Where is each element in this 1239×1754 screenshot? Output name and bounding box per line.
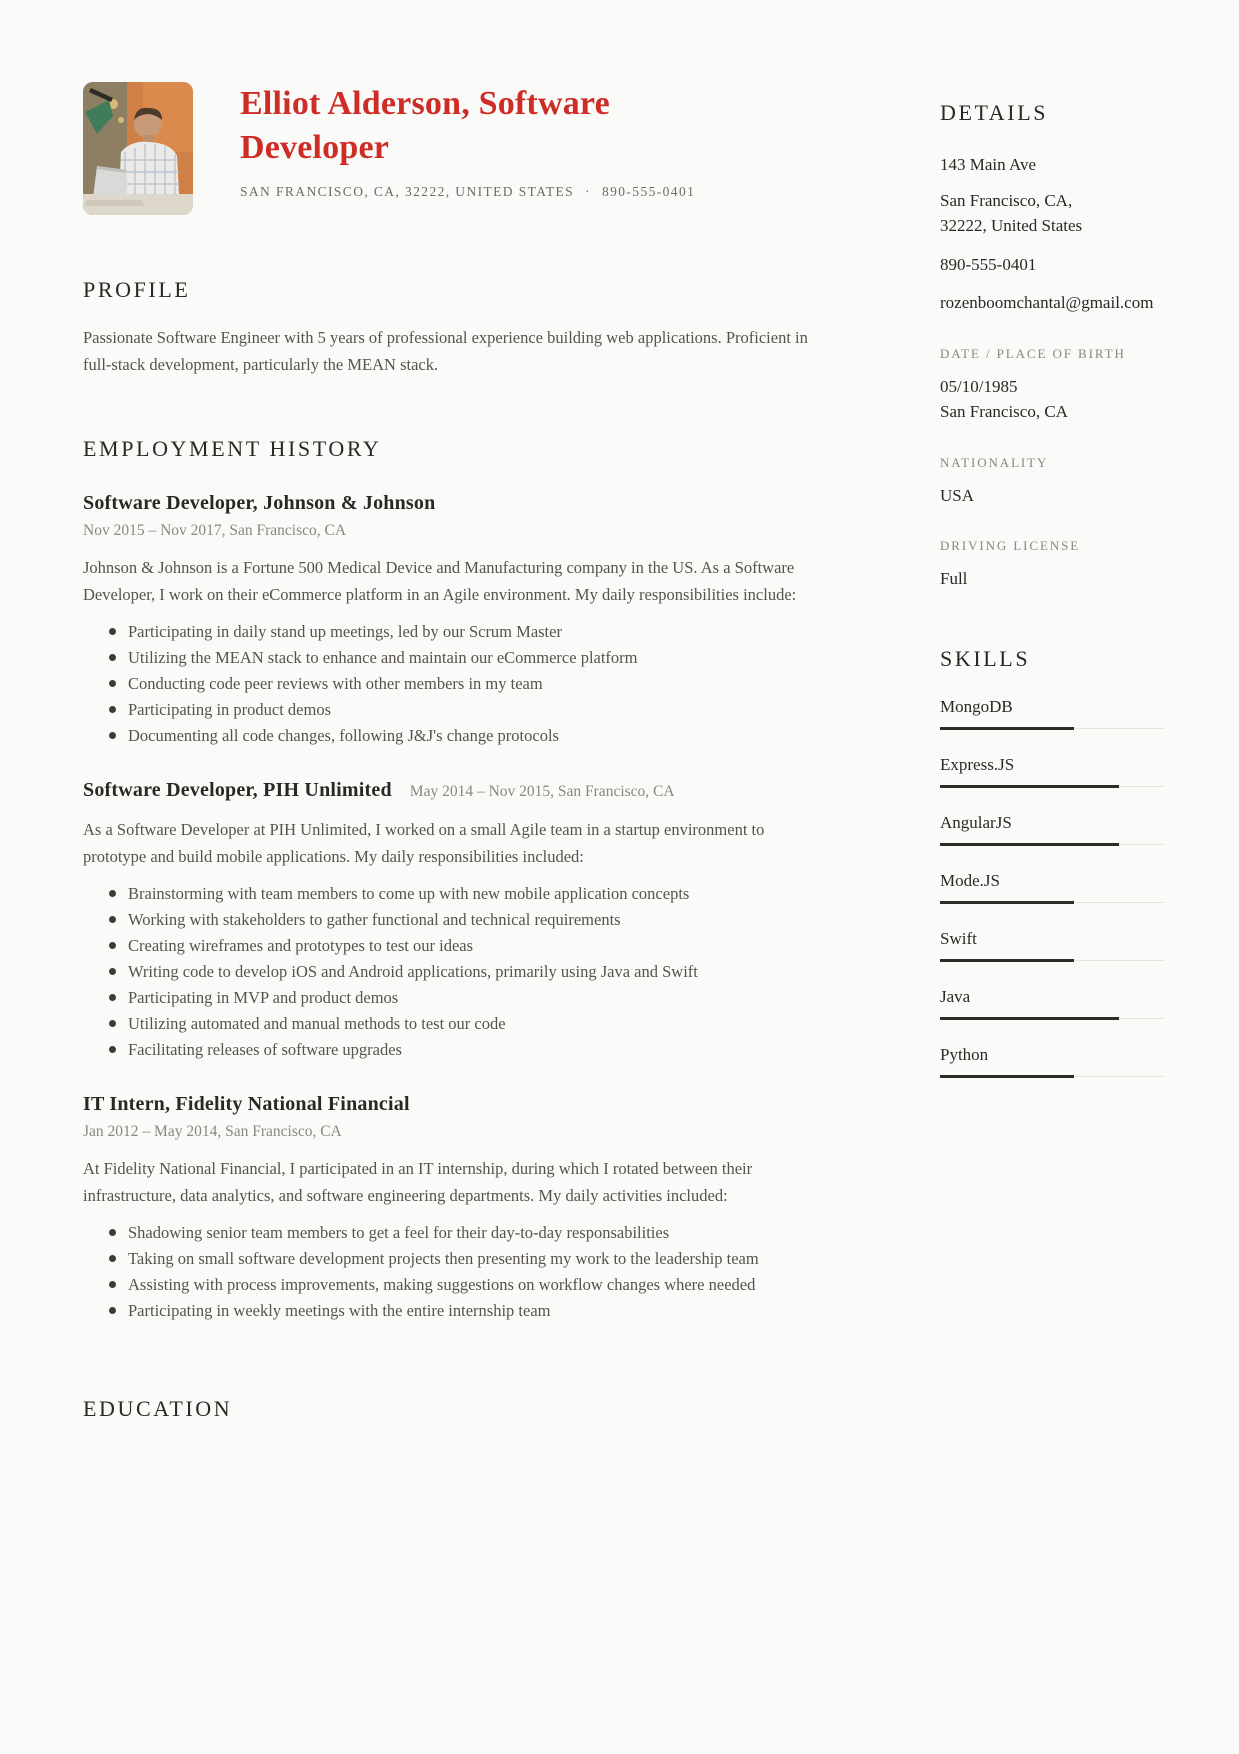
skill-item xyxy=(940,697,1164,730)
job-bullet-item xyxy=(83,671,823,697)
education-section-heading: EDUCATION xyxy=(83,1395,233,1421)
address-line-1: 143 Main Ave xyxy=(940,155,1037,174)
job-description: As a Software Developer at PIH Unlimited, I worked on a small Agile team in a startup environment to prototype and build mobile applications. My daily responsibilities included: xyxy=(83,820,765,866)
bullet-dot-icon xyxy=(109,1307,116,1314)
birth-place: San Francisco, CA xyxy=(940,402,1068,421)
driving-license-label: DRIVING LICENSE xyxy=(940,538,1081,553)
skill-name: Express.JS xyxy=(940,754,1015,774)
job-bullet-text: Participating in product demos xyxy=(128,700,332,720)
skill-name: MongoDB xyxy=(940,696,1013,716)
job-bullet-text: Documenting all code changes, following J&J's change protocols xyxy=(128,726,559,746)
job-bullet-text: Utilizing automated and manual methods to test our code xyxy=(128,1013,506,1033)
job-bullet-item xyxy=(83,1220,823,1246)
bullet-dot-icon xyxy=(109,994,116,1001)
skill-item xyxy=(940,987,1164,1020)
header-phone: 890-555-0401 xyxy=(601,184,696,200)
address-line-2-3 xyxy=(940,188,1164,239)
job-bullet-item xyxy=(83,959,823,985)
employment-section-heading: EMPLOYMENT HISTORY xyxy=(83,436,382,462)
job-bullet-text: Participating in MVP and product demos xyxy=(128,987,399,1007)
birth-values xyxy=(940,374,1164,425)
job-bullet-text: Writing code to develop iOS and Android applications, primarily using Java and Swift xyxy=(128,961,698,981)
driving-license-value: Full xyxy=(940,569,968,588)
job-title-row xyxy=(83,492,823,515)
job-title: Software Developer, PIH Unlimited xyxy=(83,779,392,802)
skill-level-fill xyxy=(940,901,1074,904)
birth-label: DATE / PLACE OF BIRTH xyxy=(940,345,1126,361)
job-bullet-item xyxy=(83,933,823,959)
skill-level-fill xyxy=(940,1075,1074,1078)
job-entry xyxy=(83,779,823,1063)
job-bullet-item xyxy=(83,1011,823,1037)
bullet-dot-icon xyxy=(109,1229,116,1236)
job-title: IT Intern, Fidelity National Financial xyxy=(83,1093,410,1116)
bullet-dot-icon xyxy=(109,1046,116,1053)
job-bullet-item xyxy=(83,1272,823,1298)
skill-level-fill xyxy=(940,959,1074,962)
skill-name: Java xyxy=(940,986,971,1006)
main-column xyxy=(83,277,823,1422)
job-title-row xyxy=(83,779,823,802)
skill-item xyxy=(940,755,1164,788)
details-section-heading: DETAILS xyxy=(940,100,1049,125)
profile-photo-image xyxy=(83,82,193,215)
job-entry xyxy=(83,492,823,749)
job-bullet-text: Working with stakeholders to gather functional and technical requirements xyxy=(128,909,621,929)
job-bullet-item xyxy=(83,1246,823,1272)
nationality-value: USA xyxy=(940,485,975,505)
bullet-dot-icon xyxy=(109,1255,116,1262)
job-bullet-text: Participating in daily stand up meetings, led by our Scrum Master xyxy=(128,621,562,641)
job-bullet-item xyxy=(83,1037,823,1063)
job-bullet-text: Brainstorming with team members to come up with new mobile application concepts xyxy=(128,883,690,903)
job-description: At Fidelity National Financial, I participated in an IT internship, during which I rotated between their infrastructure, data analytics, and software engineering departments. My daily activities included: xyxy=(83,1159,753,1205)
job-bullet-text: Facilitating releases of software upgrades xyxy=(128,1040,402,1059)
bullet-dot-icon xyxy=(109,628,116,635)
bullet-dot-icon xyxy=(109,680,116,687)
skill-level-track xyxy=(940,901,1164,904)
profile-section-heading: PROFILE xyxy=(83,277,191,302)
job-bullet-text: Assisting with process improvements, making suggestions on workflow changes where needed xyxy=(128,1274,756,1294)
skill-level-fill xyxy=(940,785,1119,788)
job-description: Johnson & Johnson is a Fortune 500 Medical Device and Manufacturing company in the US. As a Software Developer, I work on their eCommerce platform in an Agile environment. My daily responsibilities include: xyxy=(83,558,797,605)
bullet-dot-icon xyxy=(109,890,116,897)
skill-level-fill xyxy=(940,843,1119,846)
skill-level-track xyxy=(940,727,1164,730)
job-date-location: Jan 2012 – May 2014, San Francisco, CA xyxy=(83,1123,342,1141)
job-bullet-list xyxy=(83,881,823,1063)
skill-level-fill xyxy=(940,727,1074,730)
contact-separator-dot: · xyxy=(585,184,591,200)
skill-item xyxy=(940,813,1164,846)
skills-section-heading: SKILLS xyxy=(940,645,1031,671)
job-bullet-item xyxy=(83,1298,823,1324)
job-bullet-item xyxy=(83,619,823,645)
job-bullet-item xyxy=(83,881,823,907)
skill-item xyxy=(940,871,1164,904)
bullet-dot-icon xyxy=(109,968,116,975)
job-title: Software Developer, Johnson & Johnson xyxy=(83,492,436,515)
job-bullet-text: Utilizing the MEAN stack to enhance and maintain our eCommerce platform xyxy=(128,647,638,667)
skill-name: Mode.JS xyxy=(940,870,1000,890)
bullet-dot-icon xyxy=(109,654,116,661)
job-entry xyxy=(83,1093,823,1324)
bullet-dot-icon xyxy=(109,942,116,949)
skill-name: AngularJS xyxy=(940,812,1012,832)
skill-item xyxy=(940,929,1164,962)
skill-level-track xyxy=(940,1017,1164,1020)
bullet-dot-icon xyxy=(109,1281,116,1288)
resume-header xyxy=(83,82,843,200)
skill-level-track xyxy=(940,1075,1164,1078)
job-bullet-text: Taking on small software development projects then presenting my work to the leadership team xyxy=(128,1248,759,1268)
bullet-dot-icon xyxy=(109,916,116,923)
job-bullet-item xyxy=(83,723,823,749)
skill-level-track xyxy=(940,959,1164,962)
details-phone: 890-555-0401 xyxy=(940,254,1037,274)
skills-list xyxy=(940,697,1164,1078)
skill-level-fill xyxy=(940,1017,1119,1020)
address-line-2: San Francisco, CA, xyxy=(940,190,1073,210)
skill-level-track xyxy=(940,785,1164,788)
title-block xyxy=(240,82,843,200)
bullet-dot-icon xyxy=(109,1020,116,1027)
job-bullet-text: Shadowing senior team members to get a feel for their day-to-day responsabilities xyxy=(128,1222,670,1242)
job-bullet-text: Creating wireframes and prototypes to test our ideas xyxy=(128,935,474,955)
birth-date: 05/10/1985 xyxy=(940,376,1018,396)
header-contact-line xyxy=(240,184,843,200)
job-bullet-list xyxy=(83,1220,823,1324)
skill-name: Swift xyxy=(940,928,977,948)
address-line-3: 32222, United States xyxy=(940,216,1083,235)
job-bullet-item xyxy=(83,645,823,671)
skill-name: Python xyxy=(940,1044,989,1064)
job-bullet-text: Participating in weekly meetings with the entire internship team xyxy=(128,1300,551,1320)
skill-item xyxy=(940,1045,1164,1078)
job-date-location: May 2014 – Nov 2015, San Francisco, CA xyxy=(409,783,675,801)
job-bullet-list xyxy=(83,619,823,749)
header-location: SAN FRANCISCO, CA, 32222, UNITED STATES xyxy=(240,184,575,200)
profile-photo xyxy=(83,82,193,215)
job-date-location: Nov 2015 – Nov 2017, San Francisco, CA xyxy=(83,522,347,540)
bullet-dot-icon xyxy=(109,732,116,739)
job-bullet-text: Conducting code peer reviews with other members in my team xyxy=(128,674,543,693)
job-title-row xyxy=(83,1093,823,1116)
employment-job-list xyxy=(83,492,823,1323)
sidebar xyxy=(940,100,1164,1078)
profile-summary: Passionate Software Engineer with 5 years of professional experience building web applications. Proficient in full-stack development, particularly the MEAN stack. xyxy=(83,328,808,374)
bullet-dot-icon xyxy=(109,706,116,713)
details-email: rozenboomchantal@gmail.com xyxy=(940,293,1154,312)
skill-level-track xyxy=(940,843,1164,846)
job-bullet-item xyxy=(83,985,823,1011)
job-bullet-item xyxy=(83,907,823,933)
candidate-name-title: Elliot Alderson, Software Developer xyxy=(240,85,610,166)
nationality-label: NATIONALITY xyxy=(940,454,1049,470)
job-bullet-item xyxy=(83,697,823,723)
